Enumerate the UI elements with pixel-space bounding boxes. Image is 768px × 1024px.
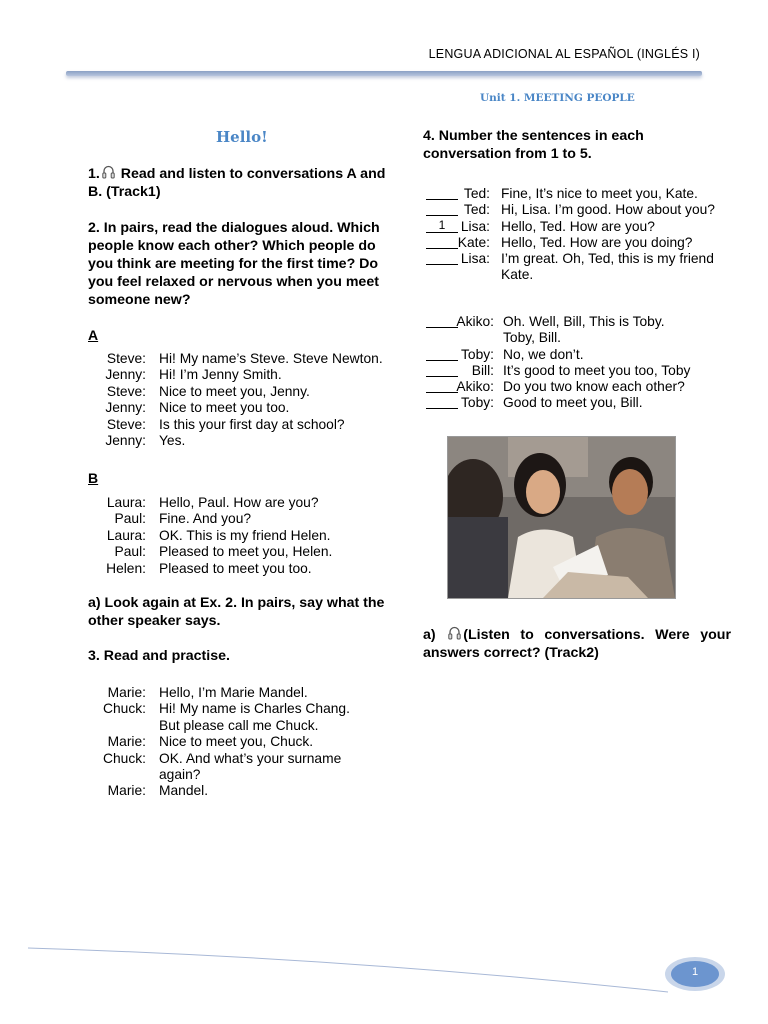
dialogue-text: Hi! I’m Jenny Smith. — [159, 367, 282, 383]
dialogue-line — [88, 718, 398, 734]
ordering-line — [420, 219, 730, 235]
dialogue-line — [88, 384, 398, 400]
dialogue-text: Hi! My name’s Steve. Steve Newton. — [159, 351, 383, 366]
speaker-name: Toby: — [461, 395, 494, 411]
dialogue-text: Hi, Lisa. I’m good. How about you? — [501, 202, 715, 218]
ordering-line — [420, 363, 730, 379]
question-3: 3. Read and practise. — [88, 648, 230, 664]
dialogue-text: Do you two know each other? — [503, 379, 685, 395]
speaker-name: Marie: — [107, 685, 146, 700]
people-meeting-photo — [447, 436, 676, 599]
dialogue-text: Hello, Paul. How are you? — [159, 495, 319, 510]
ordering-conversation-2 — [420, 314, 730, 412]
dialogue-line — [88, 417, 398, 433]
page-title: Hello! — [216, 128, 268, 146]
dialogue-text: Hello, I’m Marie Mandel. — [159, 685, 308, 700]
dialogue-line — [88, 767, 398, 783]
speaker-name: Lisa: — [460, 251, 490, 267]
dialogue-text: Fine. And you? — [159, 511, 252, 527]
speaker-name: Jenny: — [105, 432, 146, 448]
conversation-b — [88, 495, 398, 577]
page-number: 1 — [691, 966, 699, 978]
dialogue-line — [88, 751, 398, 767]
dialogue-text: Hi! My name is Charles Chang. — [159, 701, 350, 717]
dialogue-text: Oh. Well, Bill, This is Toby. — [503, 314, 665, 329]
speaker-name: Akiko: — [456, 314, 494, 329]
ordering-line — [420, 395, 730, 411]
question-4: 4. Number the sentences in each conversation from 1 to 5. — [423, 128, 644, 162]
dialogue-text: Yes. — [159, 432, 186, 448]
speaker-name: Toby: — [461, 346, 494, 362]
dialogue-line — [88, 734, 398, 750]
dialogue-text: No, we don’t. — [503, 346, 584, 362]
dialogue-text: OK. This is my friend Helen. — [159, 527, 331, 543]
ordering-line — [420, 235, 730, 251]
speaker-name: Ted: — [463, 202, 490, 218]
headset-icon — [448, 626, 461, 641]
question-2: 2. In pairs, read the dialogues aloud. Which people know each other? Which people do you think are meeting for the first time? Do you feel relaxed or nervous when you meet someone new? — [88, 220, 380, 308]
dialogue-line — [88, 561, 398, 577]
dialogue-text: Hello, Ted. How are you? — [501, 218, 655, 234]
speaker-name: Marie: — [107, 734, 146, 750]
speaker-name: Laura: — [106, 495, 146, 510]
ordering-line — [420, 251, 730, 267]
dialogue-text: I’m great. Oh, Ted, this is my friend — [501, 251, 714, 267]
ordering-line — [420, 379, 730, 395]
question-a-right-prefix: a) — [423, 627, 436, 643]
ordering-line — [420, 267, 730, 283]
dialogue-text: Good to meet you, Bill. — [503, 395, 643, 411]
speaker-name: Steve: — [106, 416, 146, 432]
speaker-name: Kate: — [457, 234, 490, 250]
question-a-right-text: (Listen to conversations. Were your answers correct? (Track2) — [423, 627, 731, 661]
speaker-name: Steve: — [106, 351, 146, 366]
dialogue-text: Pleased to meet you too. — [159, 560, 312, 576]
speaker-name: Bill: — [471, 362, 494, 378]
dialogue-line — [88, 511, 398, 527]
speaker-name: Lisa: — [460, 218, 490, 234]
dialogue-line — [88, 400, 398, 416]
ordering-line — [420, 186, 730, 202]
speaker-name: Helen: — [106, 560, 146, 576]
speaker-name: Steve: — [106, 383, 146, 399]
question-a-right — [423, 626, 731, 662]
speaker-name: Ted: — [463, 186, 490, 201]
ordering-line — [420, 330, 730, 346]
dialogue-text: Pleased to meet you, Helen. — [159, 544, 333, 560]
answer-blank[interactable]: 1 — [426, 219, 458, 233]
dialogue-line — [88, 433, 398, 449]
headset-icon — [102, 165, 115, 180]
dialogue-line — [88, 685, 398, 701]
speaker-name: Chuck: — [103, 750, 146, 766]
dialogue-text: Nice to meet you, Jenny. — [159, 383, 310, 399]
conversation-a — [88, 351, 398, 449]
dialogue-line — [88, 544, 398, 560]
dialogue-line — [88, 367, 398, 383]
dialogue-text: Mandel. — [159, 783, 209, 799]
speaker-name: Marie: — [107, 783, 146, 799]
dialogue-text: Is this your first day at school? — [159, 416, 345, 432]
conversation-3 — [88, 685, 398, 800]
conversation-b-label: B — [88, 470, 99, 486]
ordering-line — [420, 202, 730, 218]
dialogue-text: OK. And what’s your surname — [159, 750, 342, 766]
dialogue-line — [88, 351, 398, 367]
question-a-left: a) Look again at Ex. 2. In pairs, say what the other speaker says. — [88, 595, 385, 629]
dialogue-text: Nice to meet you too. — [159, 400, 290, 416]
dialogue-text: Nice to meet you, Chuck. — [159, 734, 314, 750]
conversation-a-label: A — [88, 327, 99, 343]
speaker-name: Jenny: — [105, 400, 146, 416]
dialogue-text: again? — [159, 766, 201, 782]
speaker-name: Paul: — [114, 511, 146, 527]
speaker-name: Laura: — [106, 527, 146, 543]
question-1 — [88, 165, 388, 201]
dialogue-text: Hello, Ted. How are you doing? — [501, 234, 693, 250]
ordering-line — [420, 314, 730, 330]
dialogue-line — [88, 495, 398, 511]
dialogue-text: Fine, It’s nice to meet you, Kate. — [501, 186, 698, 201]
dialogue-text: Toby, Bill. — [503, 330, 562, 346]
dialogue-line — [88, 528, 398, 544]
dialogue-text: But please call me Chuck. — [159, 717, 319, 733]
dialogue-line — [88, 783, 398, 799]
dialogue-text: Kate. — [501, 267, 534, 283]
ordering-line — [420, 347, 730, 363]
dialogue-line — [88, 701, 398, 717]
question-1-text: Read and listen to conversations A and B. (Track1) — [88, 166, 386, 200]
speaker-name: Chuck: — [103, 701, 146, 717]
ordering-conversation-1 — [420, 186, 730, 284]
speaker-name: Akiko: — [456, 379, 494, 395]
document-header-title: LENGUA ADICIONAL AL ESPAÑOL (INGLÉS I) — [428, 47, 700, 61]
dialogue-text: It’s good to meet you too, Toby — [503, 362, 691, 378]
speaker-name: Jenny: — [105, 367, 146, 383]
question-1-number: 1. — [88, 166, 100, 182]
speaker-name: Paul: — [114, 544, 146, 560]
unit-label: Unit 1. MEETING PEOPLE — [480, 92, 635, 104]
header-rule — [66, 71, 702, 76]
